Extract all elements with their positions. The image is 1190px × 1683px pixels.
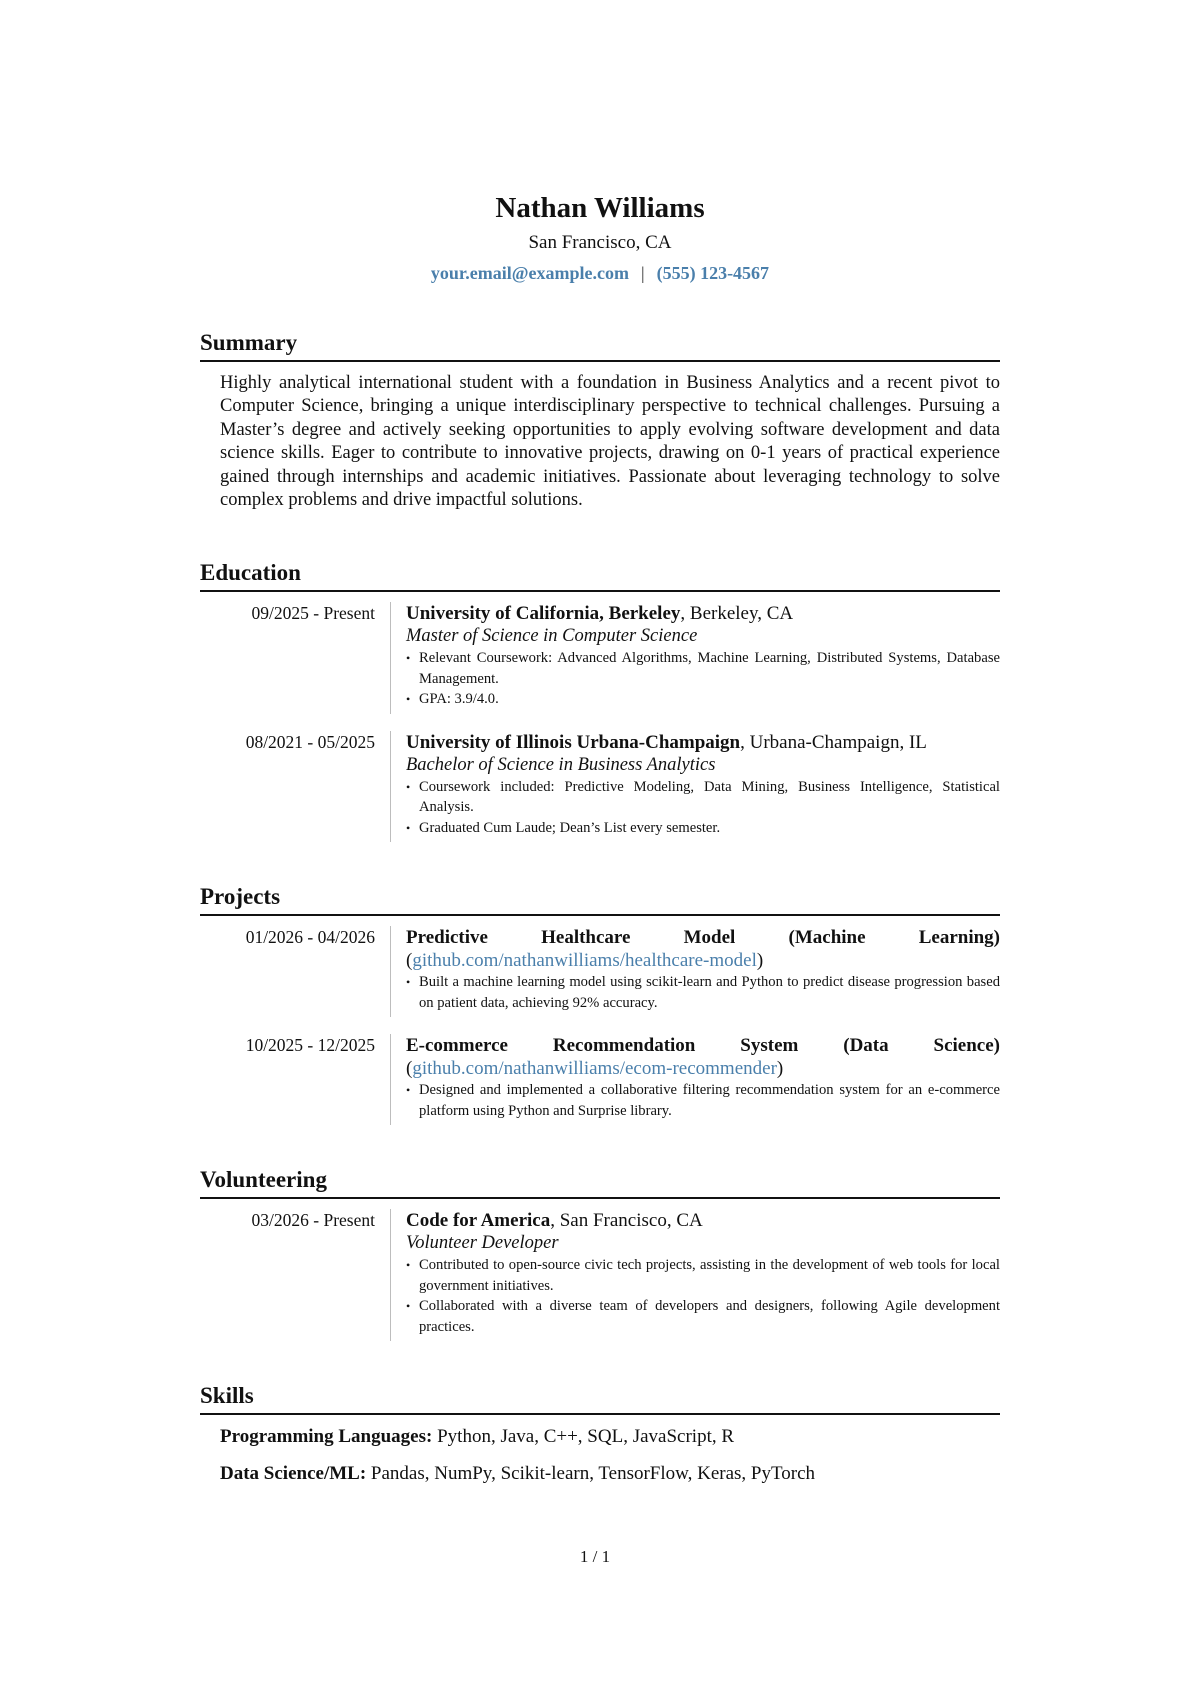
entry-body bbox=[390, 602, 1000, 714]
education-entry bbox=[200, 731, 1000, 843]
role-title: Volunteer Developer bbox=[406, 1233, 559, 1254]
bullet-list bbox=[406, 777, 1000, 839]
volunteering-entry bbox=[200, 1209, 1000, 1341]
entry-body bbox=[390, 1209, 1000, 1341]
phone-link[interactable]: (555) 123-4567 bbox=[656, 263, 770, 283]
page-number: 1 / 1 bbox=[579, 1547, 611, 1566]
education-entry bbox=[200, 602, 1000, 714]
entry-heading bbox=[406, 731, 1000, 754]
bullet-item: • Relevant Coursework: Advanced Algorithms, Machine Learning, Distributed Systems, Database Management. bbox=[406, 648, 1000, 689]
skill-label: Data Science/ML: bbox=[220, 1463, 367, 1485]
project-link[interactable]: github.com/nathanwilliams/healthcare-model bbox=[412, 950, 757, 972]
candidate-location: San Francisco, CA bbox=[528, 232, 672, 253]
contact-separator: | bbox=[640, 263, 645, 283]
institution-place: , Urbana-Champaign, IL bbox=[740, 731, 927, 753]
project-name: E-commerce Recommendation System (Data Science) bbox=[406, 1035, 1000, 1057]
contact-line bbox=[200, 260, 1000, 286]
education-section bbox=[200, 558, 1000, 842]
skill-value: Pandas, NumPy, Scikit-learn, TensorFlow, Keras, PyTorch bbox=[370, 1463, 816, 1485]
entry-heading: E-commerce Recommendation System (Data Science) (github.com/nathanwilliams/ecom-recommender) bbox=[406, 1035, 1000, 1080]
entry-body bbox=[390, 1034, 1000, 1125]
volunteering-section bbox=[200, 1165, 1000, 1341]
entry-body bbox=[390, 731, 1000, 843]
section-title-education: Education bbox=[200, 558, 1000, 592]
entry-heading: Predictive Healthcare Model (Machine Learning) (github.com/nathanwilliams/healthcare-model) bbox=[406, 927, 1000, 972]
bullet-item: • GPA: 3.9/4.0. bbox=[406, 689, 1000, 710]
project-link[interactable]: github.com/nathanwilliams/ecom-recommender bbox=[412, 1058, 777, 1080]
skill-row bbox=[220, 1425, 1000, 1449]
resume-header bbox=[200, 190, 1000, 286]
organization-place: , San Francisco, CA bbox=[550, 1210, 703, 1232]
projects-section bbox=[200, 882, 1000, 1125]
entry-date: 03/2026 - Present bbox=[251, 1210, 375, 1231]
entry-date: 10/2025 - 12/2025 bbox=[245, 1035, 375, 1056]
section-title-skills: Skills bbox=[200, 1381, 1000, 1415]
organization-name: Code for America bbox=[406, 1210, 551, 1232]
bullet-item: • Coursework included: Predictive Modeling, Data Mining, Business Intelligence, Statistical Analysis. bbox=[406, 777, 1000, 818]
skill-value: Python, Java, C++, SQL, JavaScript, R bbox=[437, 1426, 735, 1448]
section-title-summary: Summary bbox=[200, 328, 1000, 362]
entry-date: 08/2021 - 05/2025 bbox=[245, 731, 375, 752]
degree: Master of Science in Computer Science bbox=[406, 626, 698, 647]
entry-date: 09/2025 - Present bbox=[251, 603, 375, 624]
bullet-list bbox=[406, 1255, 1000, 1337]
project-entry bbox=[200, 1034, 1000, 1125]
skill-row bbox=[220, 1462, 1000, 1486]
project-name: Predictive Healthcare Model (Machine Learning) bbox=[406, 927, 1000, 949]
entry-heading bbox=[406, 602, 1000, 625]
skills-section bbox=[200, 1381, 1000, 1486]
email-link[interactable]: your.email@example.com bbox=[430, 263, 629, 283]
institution-name: University of Illinois Urbana-Champaign bbox=[406, 731, 741, 753]
section-title-projects: Projects bbox=[200, 882, 1000, 916]
project-entry bbox=[200, 926, 1000, 1017]
bullet-list bbox=[406, 972, 1000, 1013]
candidate-name: Nathan Williams bbox=[495, 192, 705, 224]
degree: Bachelor of Science in Business Analytics bbox=[406, 754, 716, 775]
bullet-item: • Contributed to open-source civic tech projects, assisting in the development of web tools for local government initiatives. bbox=[406, 1255, 1000, 1296]
bullet-item: • Built a machine learning model using scikit-learn and Python to predict disease progression based on patient data, achieving 92% accuracy. bbox=[406, 972, 1000, 1013]
bullet-item: • Collaborated with a diverse team of developers and designers, following Agile development practices. bbox=[406, 1296, 1000, 1337]
bullet-list bbox=[406, 1080, 1000, 1121]
institution-place: , Berkeley, CA bbox=[680, 603, 794, 625]
skill-label: Programming Languages: bbox=[220, 1426, 433, 1448]
institution-name: University of California, Berkeley bbox=[406, 603, 681, 625]
bullet-list bbox=[406, 648, 1000, 710]
section-title-volunteering: Volunteering bbox=[200, 1165, 1000, 1199]
bullet-item: • Graduated Cum Laude; Dean’s List every semester. bbox=[406, 818, 1000, 839]
skills-list bbox=[220, 1425, 1000, 1486]
entry-body bbox=[390, 926, 1000, 1017]
entry-heading bbox=[406, 1209, 1000, 1232]
resume-content bbox=[200, 190, 1000, 1486]
summary-text: Highly analytical international student with a foundation in Business Analytics and a recent pivot to Computer Science, bringing a unique interdisciplinary perspective to technical challenges. Pursuing a Master’s degree and actively seeking opportunities to apply evolving software development and data science skills. Eager to contribute to innovative projects, drawing on 0-1 years of practical experience gained through internships and academic initiatives. Passionate about leveraging technology to solve complex problems and drive impactful solutions. bbox=[220, 373, 1000, 511]
summary-section bbox=[200, 328, 1000, 512]
entry-date: 01/2026 - 04/2026 bbox=[245, 927, 375, 948]
bullet-item: • Designed and implemented a collaborative filtering recommendation system for an e-commerce platform using Python and Surprise library. bbox=[406, 1080, 1000, 1121]
